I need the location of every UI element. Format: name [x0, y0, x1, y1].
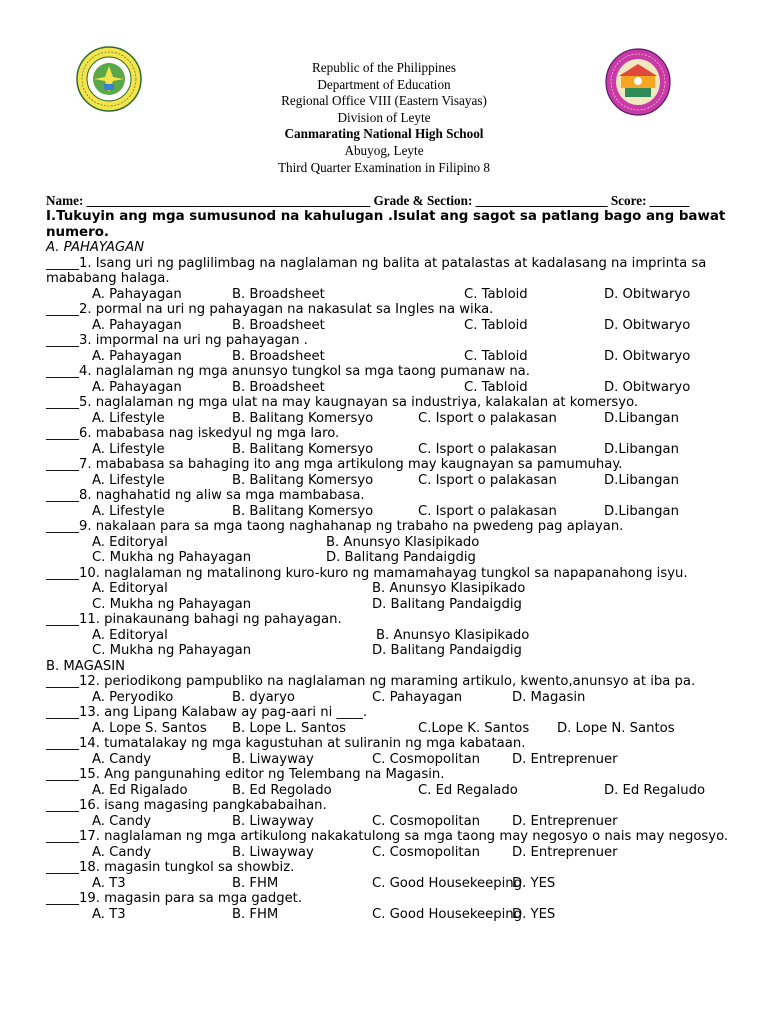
- choice-option: D. Lope N. Santos: [557, 720, 675, 736]
- choice-option: B. Balitang Komersyo: [232, 503, 374, 519]
- choice-option: B. Lope L. Santos: [232, 720, 346, 736]
- choice-option: D. Magasin: [512, 689, 586, 705]
- question-item: [46, 364, 736, 395]
- choices-row: [46, 287, 736, 303]
- choices-row: [46, 783, 736, 799]
- section-b-heading: B. MAGASIN: [46, 658, 125, 674]
- header-school-name: Canmarating National High School: [284, 126, 484, 142]
- choice-option: D. YES: [512, 906, 556, 922]
- choice-option: A. Lope S. Santos: [92, 720, 207, 736]
- choices-row: [46, 876, 736, 892]
- choices-row: [46, 380, 736, 396]
- choices-row: [46, 721, 736, 737]
- question-text[interactable]: _____7. mababasa sa bahaging ito ang mga artikulong may kaugnayan sa pamumuhay.: [46, 457, 623, 473]
- choice-option: D.Libangan: [604, 441, 679, 457]
- choice-option: C.Lope K. Santos: [418, 720, 530, 736]
- section-a-questions: [46, 256, 736, 659]
- choices-row: [46, 814, 736, 830]
- question-text[interactable]: _____13. ang Lipang Kalabaw ay pag-aari ni ____.: [46, 705, 368, 721]
- name-grade-score-line[interactable]: Name: ___________________________________________ Grade & Section: ____________________ Score: ______: [46, 193, 690, 208]
- choice-option: B. Broadsheet: [232, 286, 325, 302]
- choice-option: A. Lifestyle: [92, 410, 165, 426]
- header-department: Department of Education: [317, 76, 451, 92]
- choice-option: D. Balitang Pandaigdig: [326, 550, 476, 566]
- question-text[interactable]: _____9. nakalaan para sa mga taong naghahanap ng trabaho na pwedeng pag aplayan.: [46, 519, 624, 535]
- choice-option: B. Balitang Komersyo: [232, 472, 374, 488]
- question-text[interactable]: _____15. Ang pangunahing editor ng Telembang na Magasin.: [46, 767, 445, 783]
- question-item: [46, 798, 736, 829]
- choices-row: [46, 349, 736, 365]
- choice-option: C. Cosmopolitan: [372, 751, 481, 767]
- question-text[interactable]: _____10. naglalaman ng matalinong kuro-kuro ng mamamahayag tungkol sa napapanahong isyu.: [46, 565, 688, 581]
- question-item: [46, 705, 736, 736]
- choice-option: D. Entreprenuer: [512, 751, 618, 767]
- question-item: [46, 736, 736, 767]
- choice-option: C. Good Housekeeping: [372, 875, 522, 891]
- choice-option: B. Anunsyo Klasipikado: [372, 581, 526, 597]
- choices-row: [46, 907, 736, 923]
- header-location: Abuyog, Leyte: [344, 142, 424, 158]
- choice-option: D. Entreprenuer: [512, 813, 618, 829]
- choice-option: B. Broadsheet: [232, 348, 325, 364]
- division-of-leyte-logo: [76, 46, 142, 112]
- choice-option: C. Isport o palakasan: [418, 410, 557, 426]
- section-b-questions: [46, 674, 736, 922]
- choices-row: [46, 643, 736, 659]
- question-item: [46, 457, 736, 488]
- choice-option: B. FHM: [232, 875, 279, 891]
- choice-option: C. Ed Regalado: [418, 782, 518, 798]
- question-text[interactable]: _____11. pinakaunang bahagi ng pahayagan.: [46, 612, 342, 628]
- question-item: [46, 674, 736, 705]
- choice-option: D. Balitang Pandaigdig: [372, 643, 522, 659]
- question-text[interactable]: _____14. tumatalakay ng mga kagustuhan at suliranin ng mga kabataan.: [46, 736, 526, 752]
- choice-option: A. T3: [92, 906, 126, 922]
- question-item: [46, 891, 736, 922]
- choice-option: B. Liwayway: [232, 844, 314, 860]
- question-text[interactable]: _____1. Isang uri ng paglilimbag na naglalaman ng balita at patalastas at kadalasang na imprinta sa mababang halaga.: [46, 255, 707, 287]
- choices-row: [46, 550, 736, 566]
- choice-option: C. Cosmopolitan: [372, 813, 481, 829]
- exam-body: [46, 209, 736, 922]
- choice-option: D. Entreprenuer: [512, 844, 618, 860]
- choice-option: B. Broadsheet: [232, 317, 325, 333]
- choices-row: [46, 504, 736, 520]
- question-text[interactable]: _____5. naglalaman ng mga ulat na may kaugnayan sa industriya, kalakalan at komersyo.: [46, 395, 639, 411]
- choice-option: B. Broadsheet: [232, 379, 325, 395]
- choice-option: A. Editoryal: [92, 627, 168, 643]
- choice-option: C. Cosmopolitan: [372, 844, 481, 860]
- choice-option: A. Peryodiko: [92, 689, 174, 705]
- choice-option: D. Balitang Pandaigdig: [372, 596, 522, 612]
- choices-row: [46, 597, 736, 613]
- choice-option: C. Mukha ng Pahayagan: [92, 550, 252, 566]
- choice-option: C. Isport o palakasan: [418, 472, 557, 488]
- choice-option: D. Obitwaryo: [604, 286, 691, 302]
- choice-option: C. Mukha ng Pahayagan: [92, 596, 252, 612]
- choices-row: [46, 581, 736, 597]
- choice-option: A. Lifestyle: [92, 472, 165, 488]
- question-item: [46, 566, 736, 613]
- question-item: [46, 488, 736, 519]
- question-text[interactable]: _____8. naghahatid ng aliw sa mga mambabasa.: [46, 488, 365, 504]
- choices-row: [46, 473, 736, 489]
- question-item: [46, 302, 736, 333]
- section-a-heading: A. PAHAYAGAN: [46, 240, 145, 256]
- choices-row: [46, 318, 736, 334]
- choices-row: [46, 752, 736, 768]
- choice-option: C. Tabloid: [464, 317, 528, 333]
- question-item: [46, 767, 736, 798]
- question-text[interactable]: _____18. magasin tungkol sa showbiz.: [46, 860, 295, 876]
- choice-option: A. T3: [92, 875, 126, 891]
- choice-option: C. Mukha ng Pahayagan: [92, 643, 252, 659]
- choice-option: A. Editoryal: [92, 534, 168, 550]
- choice-option: B. Anunsyo Klasipikado: [326, 534, 480, 550]
- choice-option: C. Isport o palakasan: [418, 503, 557, 519]
- choices-row: [46, 442, 736, 458]
- choice-option: A. Pahayagan: [92, 379, 182, 395]
- choice-option: D. YES: [512, 875, 556, 891]
- header-regional-office: Regional Office VIII (Eastern Visayas): [281, 93, 487, 109]
- question-item: [46, 860, 736, 891]
- choice-option: C. Tabloid: [464, 379, 528, 395]
- question-item: [46, 519, 736, 566]
- header-exam-title: Third Quarter Examination in Filipino 8: [277, 159, 491, 175]
- choice-option: B. Balitang Komersyo: [232, 441, 374, 457]
- choice-option: C. Tabloid: [464, 286, 528, 302]
- school-header: [200, 60, 568, 176]
- choice-option: B. dyaryo: [232, 689, 295, 705]
- choice-option: A. Pahayagan: [92, 348, 182, 364]
- header-republic: Republic of the Philippines: [312, 60, 456, 75]
- choice-option: A. Ed Rigalado: [92, 782, 188, 798]
- choice-option: A. Pahayagan: [92, 317, 182, 333]
- choice-option: A. Lifestyle: [92, 503, 165, 519]
- choice-option: D.Libangan: [604, 503, 679, 519]
- question-text[interactable]: _____17. naglalaman ng mga artikulong nakakatulong sa mga taong may negosyo o nais may negosyo.: [46, 829, 729, 845]
- choice-option: A. Candy: [92, 844, 151, 860]
- question-item: [46, 829, 736, 860]
- choice-option: D. Obitwaryo: [604, 317, 691, 333]
- choice-option: B. Liwayway: [232, 813, 314, 829]
- choice-option: B. Liwayway: [232, 751, 314, 767]
- choice-option: B. Balitang Komersyo: [232, 410, 374, 426]
- choices-row: [46, 535, 736, 551]
- question-text[interactable]: _____3. impormal na uri ng pahayagan .: [46, 333, 308, 349]
- choices-row: [46, 628, 736, 644]
- choices-row: [46, 690, 736, 706]
- school-seal-logo: [605, 48, 671, 116]
- choice-option: D. Obitwaryo: [604, 348, 691, 364]
- header-division: Division of Leyte: [337, 109, 431, 125]
- question-text[interactable]: _____6. mababasa nag iskedyul ng mga laro.: [46, 426, 340, 442]
- choice-option: A. Pahayagan: [92, 286, 182, 302]
- question-item: [46, 333, 736, 364]
- choice-option: A. Lifestyle: [92, 441, 165, 457]
- choice-option: D.Libangan: [604, 410, 679, 426]
- question-item: [46, 612, 736, 659]
- choice-option: B. FHM: [232, 906, 279, 922]
- choices-row: [46, 845, 736, 861]
- question-text[interactable]: _____4. naglalaman ng mga anunsyo tungkol sa mga taong pumanaw na.: [46, 364, 530, 380]
- choice-option: A. Candy: [92, 813, 151, 829]
- question-text[interactable]: _____12. periodikong pampubliko na naglalaman ng maraming artikulo, kwento,anunsyo at iba pa.: [46, 674, 696, 690]
- choice-option: D.Libangan: [604, 472, 679, 488]
- choice-option: C. Pahayagan: [372, 689, 463, 705]
- question-text[interactable]: _____16. isang magasing pangkababaihan.: [46, 798, 327, 814]
- choice-option: C. Isport o palakasan: [418, 441, 557, 457]
- choice-option: C. Good Housekeeping: [372, 906, 522, 922]
- choice-option: D. Obitwaryo: [604, 379, 691, 395]
- choice-option: A. Editoryal: [92, 581, 168, 597]
- choice-option: A. Candy: [92, 751, 151, 767]
- choices-row: [46, 411, 736, 427]
- choice-option: B. Anunsyo Klasipikado: [376, 627, 530, 643]
- question-item: [46, 426, 736, 457]
- question-text[interactable]: _____19. magasin para sa mga gadget.: [46, 891, 303, 907]
- choice-option: D. Ed Regaludo: [604, 782, 706, 798]
- instructions: I.Tukuyin ang mga sumusunod na kahulugan .Isulat ang sagot sa patlang bago ang bawat numero.: [46, 209, 726, 240]
- choice-option: B. Ed Regolado: [232, 782, 332, 798]
- question-item: [46, 256, 736, 303]
- question-item: [46, 395, 736, 426]
- question-text[interactable]: _____2. pormal na uri ng pahayagan na nakasulat sa Ingles na wika.: [46, 302, 494, 318]
- choice-option: C. Tabloid: [464, 348, 528, 364]
